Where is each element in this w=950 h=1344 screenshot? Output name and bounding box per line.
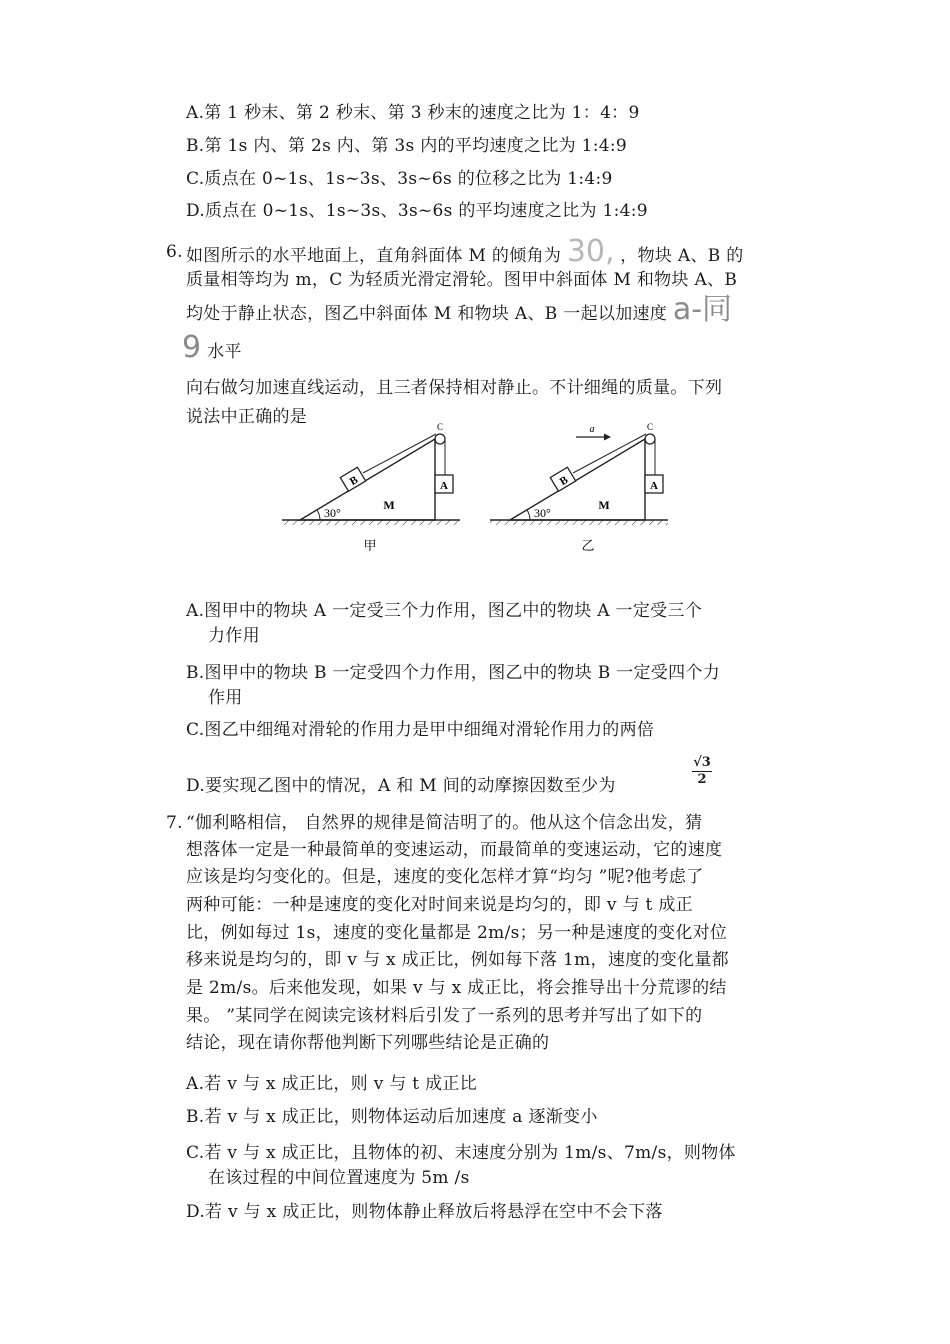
ground-hatch-right xyxy=(490,520,668,525)
q6-stem-1a: 如图所示的水平地面上，直角斜面体 M 的倾角为 xyxy=(186,246,562,266)
q6-number: 6. xyxy=(166,242,183,262)
q7-option-b: B.若 v 与 x 成正比，则物体运动后加速度 a 逐渐变小 xyxy=(186,1107,598,1127)
fraction-denominator: 2 xyxy=(697,772,707,787)
q5-option-b: B.第 1s 内、第 2s 内、第 3s 内的平均速度之比为 1:4:9 xyxy=(186,136,628,156)
q6-stem-line-5: 向右做匀加速直线运动，且三者保持相对静止。不计细绳的质量。下列 xyxy=(186,378,723,398)
q5-option-c: C.质点在 0~1s、1s~3s、3s~6s 的位移之比为 1:4:9 xyxy=(186,169,613,189)
q6-option-c: C.图乙中细绳对滑轮的作用力是甲中细绳对滑轮作用力的两倍 xyxy=(186,720,655,740)
q7-stem-line-7: 是 2m/s。后来他发现，如果 v 与 x 成正比，将会推导出十分荒谬的结 xyxy=(186,978,727,998)
q7-stem-line-1: “伽利略相信， 自然界的规律是简洁明了的。他从这个信念出发，猜 xyxy=(186,813,703,833)
incline-right xyxy=(510,439,645,520)
q7-option-c-line-1: C.若 v 与 x 成正比，且物体的初、末速度分别为 1m/s、7m/s，则物体 xyxy=(186,1143,736,1163)
q6-option-b-line-1: B.图甲中的物块 B 一定受四个力作用，图乙中的物块 B 一定受四个力 xyxy=(186,663,720,683)
block-b-left-label: B xyxy=(347,473,361,489)
accel-label: a xyxy=(589,424,595,435)
rope-left xyxy=(363,434,436,473)
q7-stem-line-2: 想落体一定是一种最简单的变速运动，而最简单的变速运动，它的速度 xyxy=(186,840,723,860)
q6-stem-line-2: 质量相等均为 m，C 为轻质光滑定滑轮。图甲中斜面体 M 和物块 A、B xyxy=(186,270,738,290)
q6-stem-line-3 xyxy=(186,292,733,327)
caption-left: 甲 xyxy=(363,538,377,553)
incline-label-left: M xyxy=(383,498,395,512)
q7-number: 7. xyxy=(166,813,183,833)
q6-accel-nine: 9 xyxy=(182,330,202,365)
block-a-left-label: A xyxy=(440,480,448,492)
pulley-right-label: C xyxy=(646,422,654,432)
block-b-left xyxy=(340,467,365,491)
angle-label-right: 30° xyxy=(534,506,551,520)
q5-option-d: D.质点在 0~1s、1s~3s、3s~6s 的平均速度之比为 1:4:9 xyxy=(186,201,648,221)
block-b-right xyxy=(550,467,575,491)
q5-option-a: A.第 1 秒末、第 2 秒末、第 3 秒末的速度之比为 1：4：9 xyxy=(186,103,640,123)
q7-stem-line-5: 比，例如每过 1s，速度的变化量都是 2m/s；另一种是速度的变化对位 xyxy=(186,923,728,943)
block-b-right-label: B xyxy=(557,473,571,489)
incline-left xyxy=(300,439,435,520)
incline-label-right: M xyxy=(598,498,610,512)
figure-right xyxy=(490,422,668,553)
q6-figure xyxy=(270,420,680,560)
q7-stem-line-9: 结论，现在请你帮他判断下列哪些结论是正确的 xyxy=(186,1033,550,1053)
accel-arrowhead xyxy=(604,434,611,441)
q6-stem-line-1 xyxy=(186,234,744,269)
q7-stem-line-8: 果。 ”某同学在阅读完该材料后引发了一系列的思考并写出了如下的 xyxy=(186,1006,703,1026)
q6-option-d-fraction xyxy=(690,756,714,787)
q7-option-d: D.若 v 与 x 成正比，则物体静止释放后将悬浮在空中不会下落 xyxy=(186,1202,663,1222)
pulley-right xyxy=(645,434,655,444)
rope-right xyxy=(573,434,646,473)
pulley-left-label: C xyxy=(436,422,444,432)
q7-stem-line-3: 应该是均匀变化的。但是，速度的变化怎样才算“均匀 ”呢?他考虑了 xyxy=(186,867,704,887)
block-a-right-label: A xyxy=(650,480,658,492)
q7-stem-line-4: 两种可能：一种是速度的变化对时间来说是均匀的，即 v 与 t 成正 xyxy=(186,895,693,915)
q6-stem-1b: ，物块 A、B 的 xyxy=(620,246,744,266)
q6-stem-line-6: 说法中正确的是 xyxy=(186,407,308,427)
q6-stem-3a: 均处于静止状态，图乙中斜面体 M 和物块 A、B 一起以加速度 xyxy=(186,304,668,324)
q6-option-b-line-2: 作用 xyxy=(208,688,243,708)
angle-arc-right xyxy=(527,510,530,520)
q6-option-a-line-2: 力作用 xyxy=(208,626,260,646)
q6-accel-value: a-同 xyxy=(672,292,733,327)
angle-label-left: 30° xyxy=(324,506,341,520)
fraction-numerator: √3 xyxy=(693,755,711,770)
q6-angle-value: 30, xyxy=(566,234,615,269)
q7-option-c-line-2: 在该过程的中间位置速度为 5m /s xyxy=(208,1168,470,1188)
q7-option-a: A.若 v 与 x 成正比，则 v 与 t 成正比 xyxy=(186,1074,478,1094)
q6-stem-line-4 xyxy=(182,330,242,365)
angle-arc-left xyxy=(317,510,320,520)
q6-option-a-line-1: A.图甲中的物块 A 一定受三个力作用，图乙中的物块 A 一定受三个 xyxy=(186,601,703,621)
q7-stem-line-6: 移来说是均匀的，即 v 与 x 成正比，例如每下落 1m，速度的变化量都 xyxy=(186,950,729,970)
caption-right: 乙 xyxy=(581,538,595,553)
ground-hatch-left xyxy=(282,520,460,525)
figure-left xyxy=(282,422,460,553)
q6-stem-4b: 水平 xyxy=(207,342,242,362)
q6-option-d: D.要实现乙图中的情况，A 和 M 间的动摩擦因数至少为 xyxy=(186,776,616,796)
pulley-left xyxy=(435,434,445,444)
